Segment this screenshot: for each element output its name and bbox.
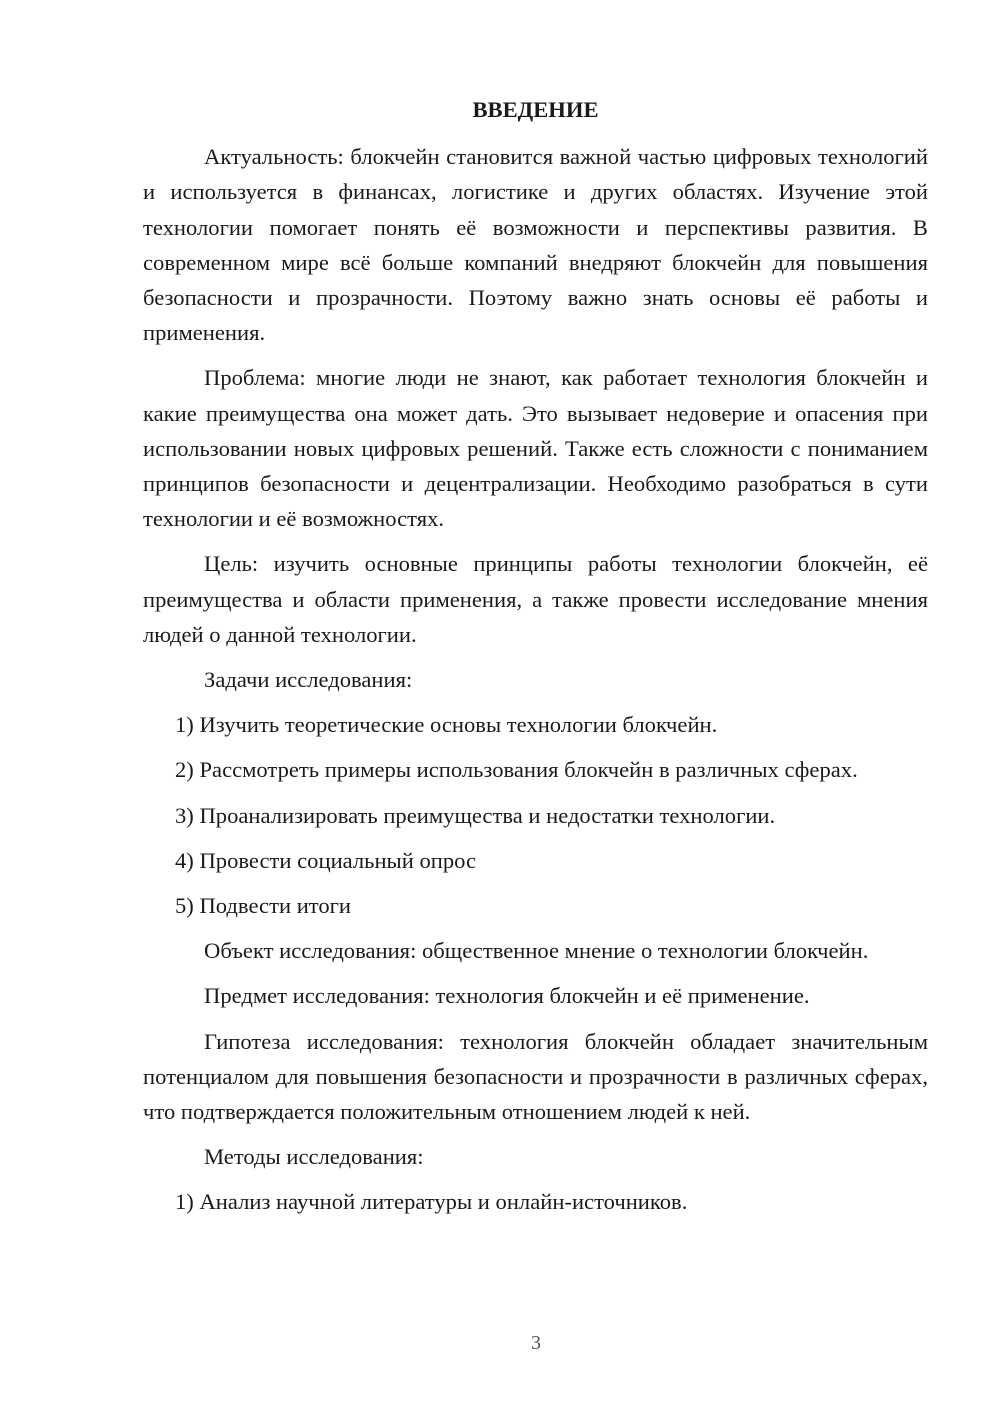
methods-heading: Методы исследования: [204, 1144, 424, 1170]
document-page [143, 92, 928, 1230]
paragraph-relevance: Актуальность: блокчейн становится важной частью цифровых технологий и используется в финансах, логистике и других областях. Изучение этой технологии помогает понять её возможности и перспективы развития. В современном мире всё больше компаний внедряют блокчейн для повышения безопасности и прозрачности. Поэтому важно знать основы её работы и применения. [143, 144, 928, 346]
methods-list [143, 1184, 928, 1219]
list-item: 1) Анализ научной литературы и онлайн-источников. [175, 1189, 688, 1215]
list-item: 2) Рассмотреть примеры использования блокчейн в различных сферах. [175, 757, 858, 783]
paragraph-goal: Цель: изучить основные принципы работы технологии блокчейн, её преимущества и области применения, а также провести исследование мнения людей о данной технологии. [143, 551, 928, 647]
paragraph-subject: Предмет исследования: технология блокчейн и её применение. [204, 983, 810, 1009]
list-item: 1) Изучить теоретические основы технологии блокчейн. [175, 712, 718, 738]
paragraph-problem: Проблема: многие люди не знают, как работает технология блокчейн и какие преимущества она может дать. Это вызывает недоверие и опасения при использовании новых цифровых решений. Также есть сложности с пониманием принципов безопасности и децентрализации. Необходимо разобраться в сути технологии и её возможностях. [143, 365, 928, 532]
list-item: 3) Проанализировать преимущества и недостатки технологии. [175, 802, 776, 828]
tasks-heading: Задачи исследования: [204, 667, 413, 693]
section-title: ВВЕДЕНИЕ [472, 97, 599, 122]
page-number: 3 [531, 1332, 541, 1354]
paragraph-hypothesis: Гипотеза исследования: технология блокчейн обладает значительным потенциалом для повышения безопасности и прозрачности в различных сферах, что подтверждается положительным отношением людей к ней. [143, 1028, 928, 1125]
tasks-list [143, 707, 928, 923]
list-item: 4) Провести социальный опрос [175, 847, 477, 873]
paragraph-object: Объект исследования: общественное мнение о технологии блокчейн. [204, 938, 869, 964]
list-item: 5) Подвести итоги [175, 893, 352, 919]
